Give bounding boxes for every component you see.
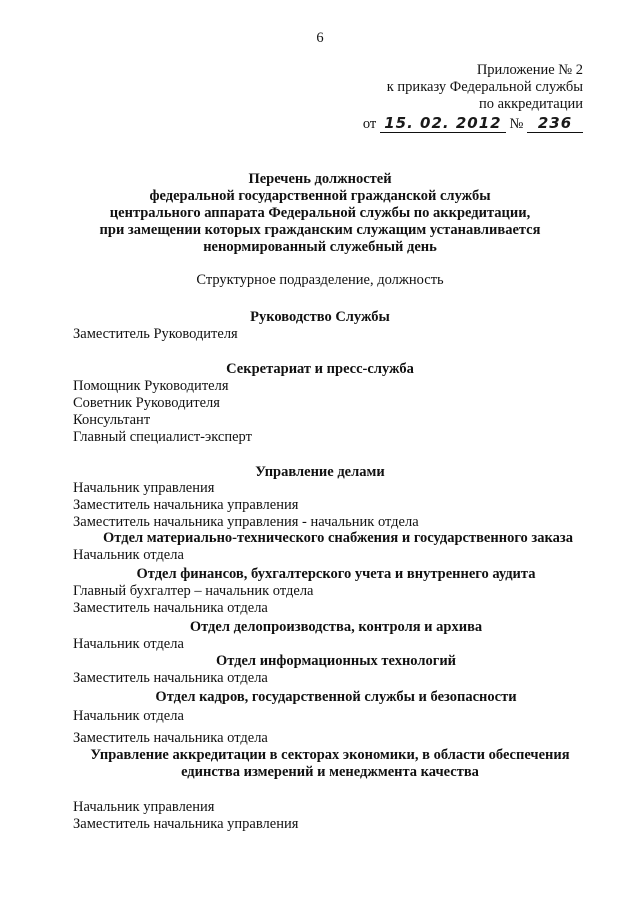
ot-label: от [362,116,377,132]
title-line-3: центрального аппарата Федеральной службы по аккредитации, [109,205,531,221]
title-line-4: при замещении которых гражданским служащим устанавливается [99,222,541,238]
number-label: № [509,116,524,132]
list-item: Начальник управления [73,799,215,815]
list-item: Заместитель начальника отдела [73,670,268,686]
list-item: Помощник Руководителя [73,378,229,394]
list-item: Консультант [73,412,151,428]
page-number: 6 [316,30,324,46]
section-heading-sekretariat: Секретариат и пресс-служба [226,361,414,377]
list-item: Начальник отдела [73,547,184,563]
title-line-1: Перечень должностей [248,171,392,187]
section-heading-upravlenie-delami: Управление делами [255,464,385,480]
handwritten-number: 236 [527,115,583,133]
list-item: Начальник управления [73,480,215,496]
appendix-line-3: по аккредитации [478,96,583,112]
heading-line-1: Управление аккредитации в секторах экономики, в области обеспечения [90,747,570,763]
heading-line-2: единства измерений и менеджмента качества [181,764,479,780]
section-heading-upravlenie-akkreditacii [60,747,600,781]
list-item: Начальник отдела [73,636,184,652]
handwritten-date: 15. 02. 2012 [380,115,506,133]
list-item: Главный бухгалтер – начальник отдела [73,583,314,599]
section-heading-otdel-kadrov: Отдел кадров, государственной службы и безопасности [155,689,517,705]
section-heading-otdel-finansov: Отдел финансов, бухгалтерского учета и внутреннего аудита [136,566,536,582]
list-item: Начальник отдела [73,708,184,724]
list-item: Заместитель начальника отдела [73,730,268,746]
title-line-2: федеральной государственной гражданской службы [149,188,491,204]
section-heading-otdel-it: Отдел информационных технологий [215,653,457,669]
list-item: Советник Руководителя [73,395,220,411]
list-item: Заместитель начальника управления [73,497,299,513]
list-item: Заместитель начальника отдела [73,600,268,616]
list-item: Заместитель Руководителя [73,326,238,342]
appendix-line-1: Приложение № 2 [476,62,583,78]
document-title [0,171,640,256]
title-line-5: ненормированный служебный день [203,239,437,255]
section-heading-otdel-mts: Отдел материально-технического снабжения и государственного заказа [103,530,573,546]
appendix-date-line [363,115,583,133]
list-item: Главный специалист-эксперт [73,429,252,445]
appendix-block [363,62,583,133]
column-subtitle: Структурное подразделение, должность [196,272,444,288]
list-item: Заместитель начальника управления - начальник отдела [73,514,419,530]
section-heading-otdel-deloproizvodstva: Отдел делопроизводства, контроля и архива [189,619,483,635]
list-item: Заместитель начальника управления [73,816,299,832]
section-heading-rukovodstvo: Руководство Службы [250,309,390,325]
appendix-line-2: к приказу Федеральной службы [386,79,583,95]
